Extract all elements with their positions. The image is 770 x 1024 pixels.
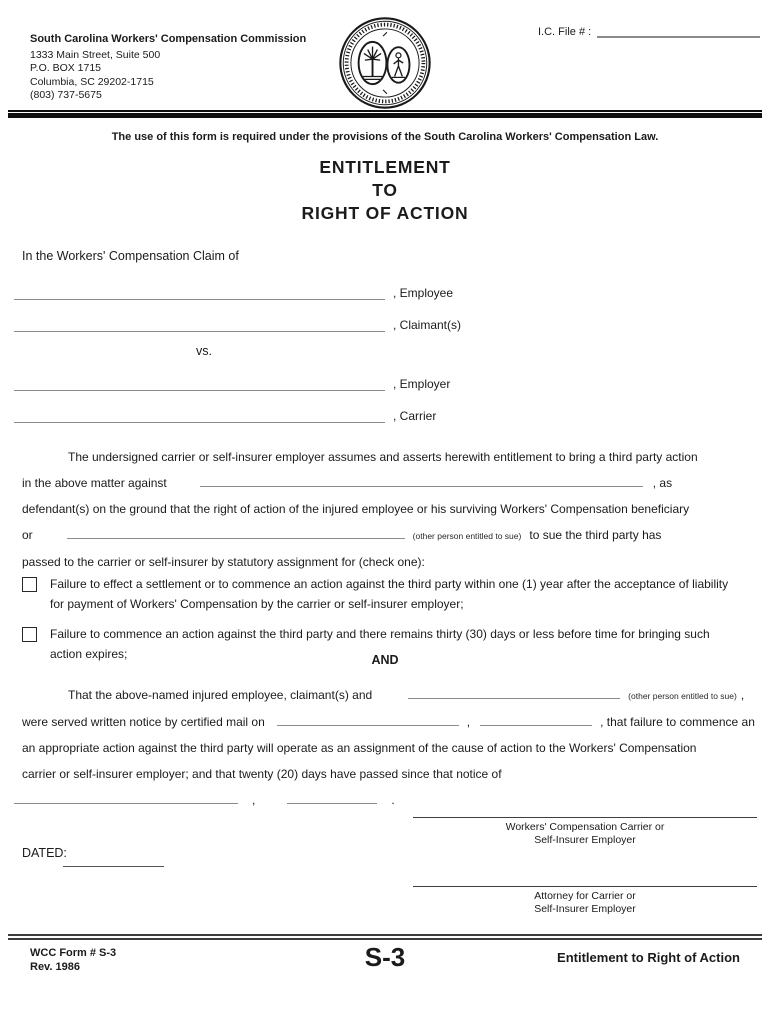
carrier-signature-line[interactable] (413, 817, 757, 818)
option-settlement-failure-text: Failure to effect a settlement or to commence an action against the third party within one (1) year after the acceptance of liability for payment of Workers' Compensation by the carrier or self-insurer employer; (50, 577, 729, 611)
dated-field[interactable] (63, 866, 164, 867)
certified-mail-date-field[interactable] (277, 715, 459, 726)
form-title-line1: ENTITLEMENT (319, 157, 451, 177)
served-other-person-note: (other person entitled to sue) (628, 691, 737, 701)
body1-line4-pre: or (22, 528, 33, 542)
employee-name-field[interactable] (14, 280, 385, 300)
employer-row (14, 371, 450, 391)
body2-line1-post: , (740, 688, 745, 702)
carrier-row (14, 403, 436, 423)
body1-line4-post: to sue the third party has (529, 528, 662, 542)
body1-line3: defendant(s) on the ground that the right of action of the injured employee or his surviving Workers' Compensation beneficiary (22, 502, 690, 516)
attorney-signature-block (413, 886, 757, 916)
commence-failure-checkbox[interactable] (22, 627, 37, 642)
agency-phone: (803) 737-5675 (30, 89, 102, 101)
form-title (0, 156, 770, 225)
attorney-signature-caption2: Self-Insurer Employer (534, 903, 636, 915)
other-person-note: (other person entitled to sue) (412, 531, 522, 541)
carrier-signature-block (413, 817, 757, 847)
body1-line5: passed to the carrier or self-insurer by statutory assignment for (check one): (22, 555, 425, 569)
body2-line2-pre: were served written notice by certified mail on (22, 715, 265, 729)
employer-name-field[interactable] (14, 371, 385, 391)
option-commence-failure-text: Failure to commence an action against the third party and there remains thirty (30) days or less before time for bringing such action expires; (50, 627, 710, 661)
agency-pobox: P.O. BOX 1715 (30, 62, 102, 74)
carrier-name-field[interactable] (14, 403, 385, 423)
employer-label: , Employer (393, 377, 451, 391)
header-divider (8, 110, 762, 118)
attorney-signature-line[interactable] (413, 886, 757, 887)
agency-name: South Carolina Workers' Compensation Commission (30, 33, 307, 45)
body2-line2 (22, 709, 762, 735)
body2-line5-end: . (391, 793, 395, 807)
ic-file-label: I.C. File # : (538, 26, 592, 38)
served-other-person-field[interactable] (408, 688, 620, 699)
body2-line3: an appropriate action against the third party will operate as an assignment of the cause of action to the Workers' Compensation (22, 741, 697, 755)
ic-file-row (538, 24, 760, 38)
claimant-row (14, 312, 461, 332)
form-title-line3: RIGHT OF ACTION (301, 203, 469, 223)
body2-line5 (14, 787, 762, 813)
certified-mail-year-field[interactable] (480, 715, 592, 726)
carrier-signature-caption1: Workers' Compensation Carrier or (505, 821, 665, 833)
versus-label: vs. (196, 344, 212, 358)
body2-line1-pre: That the above-named injured employee, claimant(s) and (68, 688, 373, 702)
south-carolina-state-seal-icon (337, 15, 433, 111)
agency-address-block (30, 33, 306, 103)
claimant-name-field[interactable] (14, 312, 385, 332)
agency-city: Columbia, SC 29202-1715 (30, 75, 154, 88)
body2-line4: carrier or self-insurer employer; and that twenty (20) days have passed since that notice of (22, 767, 502, 781)
option-settlement-failure (22, 574, 748, 614)
body2-line1 (22, 682, 762, 709)
settlement-failure-checkbox[interactable] (22, 577, 37, 592)
body2-line2-mid: , (466, 715, 471, 729)
and-label: AND (371, 653, 399, 667)
footer-divider (8, 934, 762, 940)
assertion-paragraph (22, 444, 762, 575)
form-title-line2: TO (372, 180, 398, 200)
claimant-label: , Claimant(s) (393, 318, 462, 332)
other-person-field[interactable] (67, 528, 405, 539)
employee-label: , Employee (393, 286, 454, 300)
employee-row (14, 280, 453, 300)
form-requirement-notice: The use of this form is required under the provisions of the South Carolina Workers' Compensation Law. (111, 131, 659, 143)
claim-intro: In the Workers' Compensation Claim of (22, 249, 239, 263)
notice-date-field[interactable] (14, 793, 238, 804)
ic-file-number-field[interactable] (597, 24, 760, 38)
body1-line2 (22, 470, 762, 496)
notice-paragraph (22, 682, 762, 813)
agency-street: 1333 Main Street, Suite 500 (30, 48, 161, 61)
body1-line4 (22, 522, 762, 549)
body2-line2-post: , that failure to commence an (600, 715, 755, 729)
body2-line5-mid: , (252, 793, 256, 807)
footer-form-title: Entitlement to Right of Action (557, 950, 740, 965)
footer-form-number: WCC Form # S-3 (30, 947, 117, 959)
carrier-label: , Carrier (393, 409, 437, 423)
defendant-name-field[interactable] (200, 476, 643, 487)
footer-form-code: S-3 (364, 942, 406, 972)
body1-line2-pre: in the above matter against (22, 476, 167, 490)
dated-label: DATED: (22, 846, 67, 860)
body1-line1: The undersigned carrier or self-insurer employer assumes and asserts herewith entitlement to bring a third party action (68, 450, 698, 464)
carrier-signature-caption2: Self-Insurer Employer (534, 834, 636, 846)
footer-revision: Rev. 1986 (30, 961, 80, 973)
notice-year-field[interactable] (287, 793, 377, 804)
body1-line2-post: , as (652, 476, 673, 490)
attorney-signature-caption1: Attorney for Carrier or (534, 890, 636, 902)
